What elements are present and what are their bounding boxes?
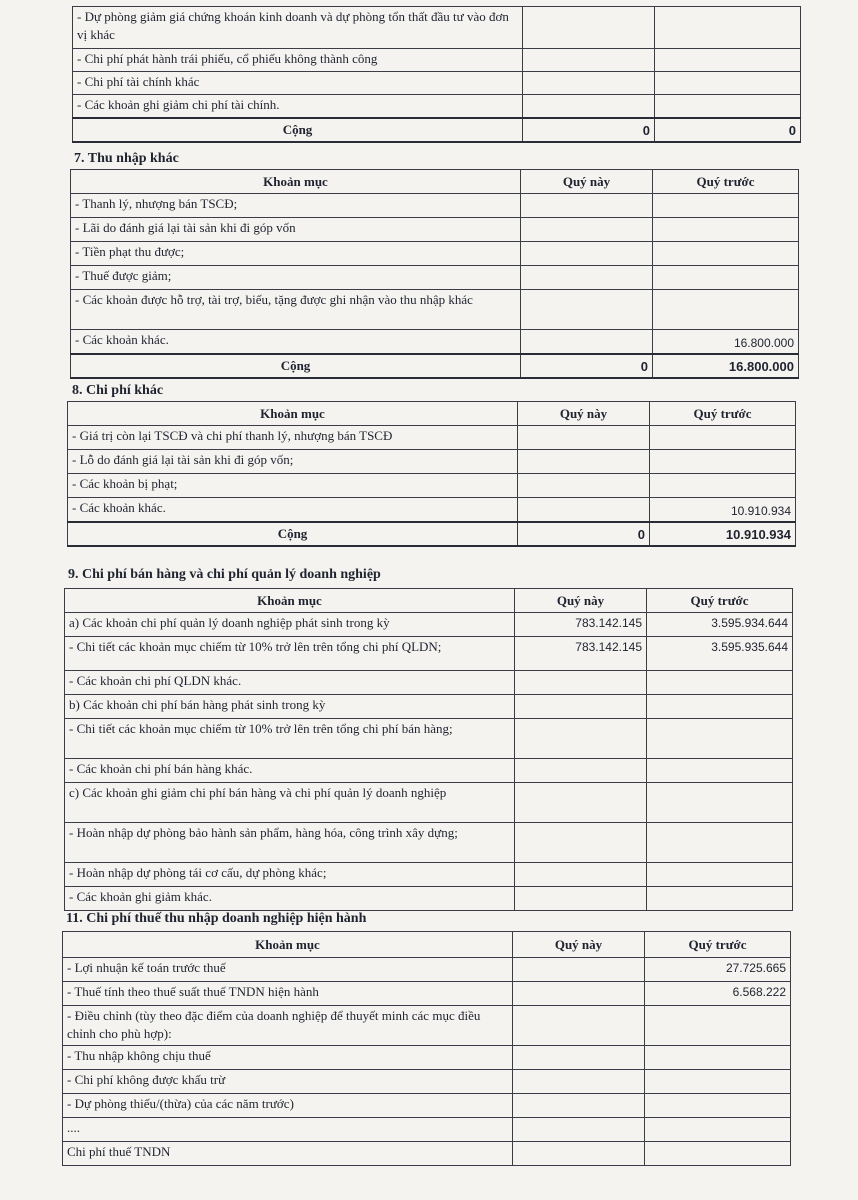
table-row bbox=[68, 450, 796, 474]
row-label: - Các khoản được hỗ trợ, tài trợ, biếu, tặng được ghi nhận vào thu nhập khác bbox=[71, 290, 521, 330]
table-row bbox=[65, 887, 793, 911]
table-row bbox=[65, 613, 793, 637]
header-row bbox=[71, 170, 799, 194]
table-row bbox=[63, 1094, 791, 1118]
table-row bbox=[63, 1118, 791, 1142]
row-label: - Chi tiết các khoản mục chiếm từ 10% trở lên trên tổng chi phí QLDN; bbox=[65, 637, 515, 671]
table-row bbox=[65, 863, 793, 887]
row-label: - Giá trị còn lại TSCĐ và chi phí thanh lý, nhượng bán TSCĐ bbox=[68, 426, 518, 450]
section9-title: 9. Chi phí bán hàng và chi phí quản lý doanh nghiệp bbox=[68, 567, 381, 582]
table-row bbox=[63, 958, 791, 982]
row-label: - Điều chỉnh (tùy theo đặc điểm của doanh nghiệp để thuyết minh các mục điều chỉnh cho phù hợp): bbox=[63, 1006, 513, 1046]
header-this-quarter: Quý này bbox=[521, 170, 653, 194]
row-label: b) Các khoản chi phí bán hàng phát sinh trong kỳ bbox=[65, 695, 515, 719]
table-row bbox=[73, 72, 801, 95]
value-prev-quarter: 6.568.222 bbox=[645, 982, 791, 1006]
table-row bbox=[68, 474, 796, 498]
table-row bbox=[65, 783, 793, 823]
section6-table bbox=[72, 6, 801, 143]
table-row bbox=[71, 218, 799, 242]
table-row bbox=[71, 242, 799, 266]
row-label: - Thanh lý, nhượng bán TSCĐ; bbox=[71, 194, 521, 218]
table-row bbox=[68, 498, 796, 522]
table-row bbox=[65, 671, 793, 695]
table-row bbox=[65, 823, 793, 863]
table-row bbox=[65, 759, 793, 783]
row-label: - Chi phí tài chính khác bbox=[73, 72, 523, 95]
total-prev-quarter: 16.800.000 bbox=[653, 354, 799, 378]
section8-title: 8. Chi phí khác bbox=[72, 383, 164, 398]
value-this-quarter bbox=[513, 958, 645, 982]
value-this-quarter bbox=[521, 330, 653, 354]
row-label: - Tiền phạt thu được; bbox=[71, 242, 521, 266]
row-label: - Lãi do đánh giá lại tài sản khi đi góp vốn bbox=[71, 218, 521, 242]
value-prev-quarter: 3.595.934.644 bbox=[647, 613, 793, 637]
value-prev-quarter: 10.910.934 bbox=[650, 498, 796, 522]
total-prev-quarter: 10.910.934 bbox=[650, 522, 796, 546]
row-label: - Các khoản ghi giảm khác. bbox=[65, 887, 515, 911]
header-item: Khoản mục bbox=[68, 402, 518, 426]
table-row bbox=[68, 426, 796, 450]
section7-table bbox=[70, 169, 799, 379]
total-row bbox=[68, 522, 796, 546]
row-label: - Chi tiết các khoản mục chiếm từ 10% trở lên trên tổng chi phí bán hàng; bbox=[65, 719, 515, 759]
row-label: - Thu nhập không chịu thuế bbox=[63, 1046, 513, 1070]
header-row bbox=[65, 589, 793, 613]
header-this-quarter: Quý này bbox=[515, 589, 647, 613]
header-item: Khoản mục bbox=[71, 170, 521, 194]
table-row bbox=[73, 95, 801, 118]
table-row bbox=[71, 290, 799, 330]
value-this-quarter: 783.142.145 bbox=[515, 613, 647, 637]
table-row bbox=[65, 719, 793, 759]
row-label: - Chi phí không được khấu trừ bbox=[63, 1070, 513, 1094]
row-label: - Hoàn nhập dự phòng bảo hành sản phẩm, hàng hóa, công trình xây dựng; bbox=[65, 823, 515, 863]
section8-table bbox=[67, 401, 796, 547]
header-item: Khoản mục bbox=[65, 589, 515, 613]
row-label: - Dự phòng thiếu/(thừa) của các năm trước) bbox=[63, 1094, 513, 1118]
row-label: - Lỗ do đánh giá lại tài sản khi đi góp vốn; bbox=[68, 450, 518, 474]
section11-title: 11. Chi phí thuế thu nhập doanh nghiệp hiện hành bbox=[66, 911, 367, 926]
table-row bbox=[63, 982, 791, 1006]
total-this-quarter: 0 bbox=[523, 118, 655, 142]
section11-table bbox=[62, 931, 791, 1166]
total-prev-quarter: 0 bbox=[655, 118, 801, 142]
table-row bbox=[63, 1142, 791, 1166]
total-label: Cộng bbox=[73, 118, 523, 142]
row-label: Chi phí thuế TNDN bbox=[63, 1142, 513, 1166]
value-this-quarter: 783.142.145 bbox=[515, 637, 647, 671]
header-this-quarter: Quý này bbox=[513, 932, 645, 958]
table-row bbox=[65, 637, 793, 671]
header-row bbox=[63, 932, 791, 958]
row-label: a) Các khoản chi phí quản lý doanh nghiệp phát sinh trong kỳ bbox=[65, 613, 515, 637]
section7-title: 7. Thu nhập khác bbox=[74, 151, 179, 166]
row-label: - Thuế được giảm; bbox=[71, 266, 521, 290]
value-prev-quarter: 27.725.665 bbox=[645, 958, 791, 982]
table-row bbox=[73, 7, 801, 49]
value-this-quarter bbox=[513, 982, 645, 1006]
row-label: .... bbox=[63, 1118, 513, 1142]
header-prev-quarter: Quý trước bbox=[650, 402, 796, 426]
value-prev-quarter: 3.595.935.644 bbox=[647, 637, 793, 671]
value-prev-quarter: 16.800.000 bbox=[653, 330, 799, 354]
row-label: - Lợi nhuận kế toán trước thuế bbox=[63, 958, 513, 982]
header-this-quarter: Quý này bbox=[518, 402, 650, 426]
header-item: Khoản mục bbox=[63, 932, 513, 958]
header-row bbox=[68, 402, 796, 426]
row-label: - Hoàn nhập dự phòng tái cơ cấu, dự phòng khác; bbox=[65, 863, 515, 887]
row-label: - Dự phòng giảm giá chứng khoán kinh doanh và dự phòng tổn thất đầu tư vào đơn vị khác bbox=[73, 7, 523, 49]
header-prev-quarter: Quý trước bbox=[647, 589, 793, 613]
table-row bbox=[71, 194, 799, 218]
row-label: - Thuế tính theo thuế suất thuế TNDN hiện hành bbox=[63, 982, 513, 1006]
row-label: - Chi phí phát hành trái phiếu, cổ phiếu không thành công bbox=[73, 49, 523, 72]
table-row bbox=[65, 695, 793, 719]
table-row bbox=[71, 266, 799, 290]
table-row bbox=[73, 49, 801, 72]
row-label: - Các khoản chi phí QLDN khác. bbox=[65, 671, 515, 695]
row-label: - Các khoản bị phạt; bbox=[68, 474, 518, 498]
value-this-quarter bbox=[518, 498, 650, 522]
header-prev-quarter: Quý trước bbox=[645, 932, 791, 958]
row-label: - Các khoản ghi giảm chi phí tài chính. bbox=[73, 95, 523, 118]
total-label: Cộng bbox=[68, 522, 518, 546]
row-label: c) Các khoản ghi giảm chi phí bán hàng và chi phí quản lý doanh nghiệp bbox=[65, 783, 515, 823]
table-row bbox=[63, 1046, 791, 1070]
table-row bbox=[63, 1006, 791, 1046]
table-row bbox=[71, 330, 799, 354]
section9-table bbox=[64, 588, 793, 911]
table-row bbox=[63, 1070, 791, 1094]
total-row bbox=[71, 354, 799, 378]
row-label: - Các khoản khác. bbox=[68, 498, 518, 522]
row-label: - Các khoản khác. bbox=[71, 330, 521, 354]
row-label: - Các khoản chi phí bán hàng khác. bbox=[65, 759, 515, 783]
total-label: Cộng bbox=[71, 354, 521, 378]
total-this-quarter: 0 bbox=[521, 354, 653, 378]
total-row bbox=[73, 118, 801, 142]
header-prev-quarter: Quý trước bbox=[653, 170, 799, 194]
total-this-quarter: 0 bbox=[518, 522, 650, 546]
